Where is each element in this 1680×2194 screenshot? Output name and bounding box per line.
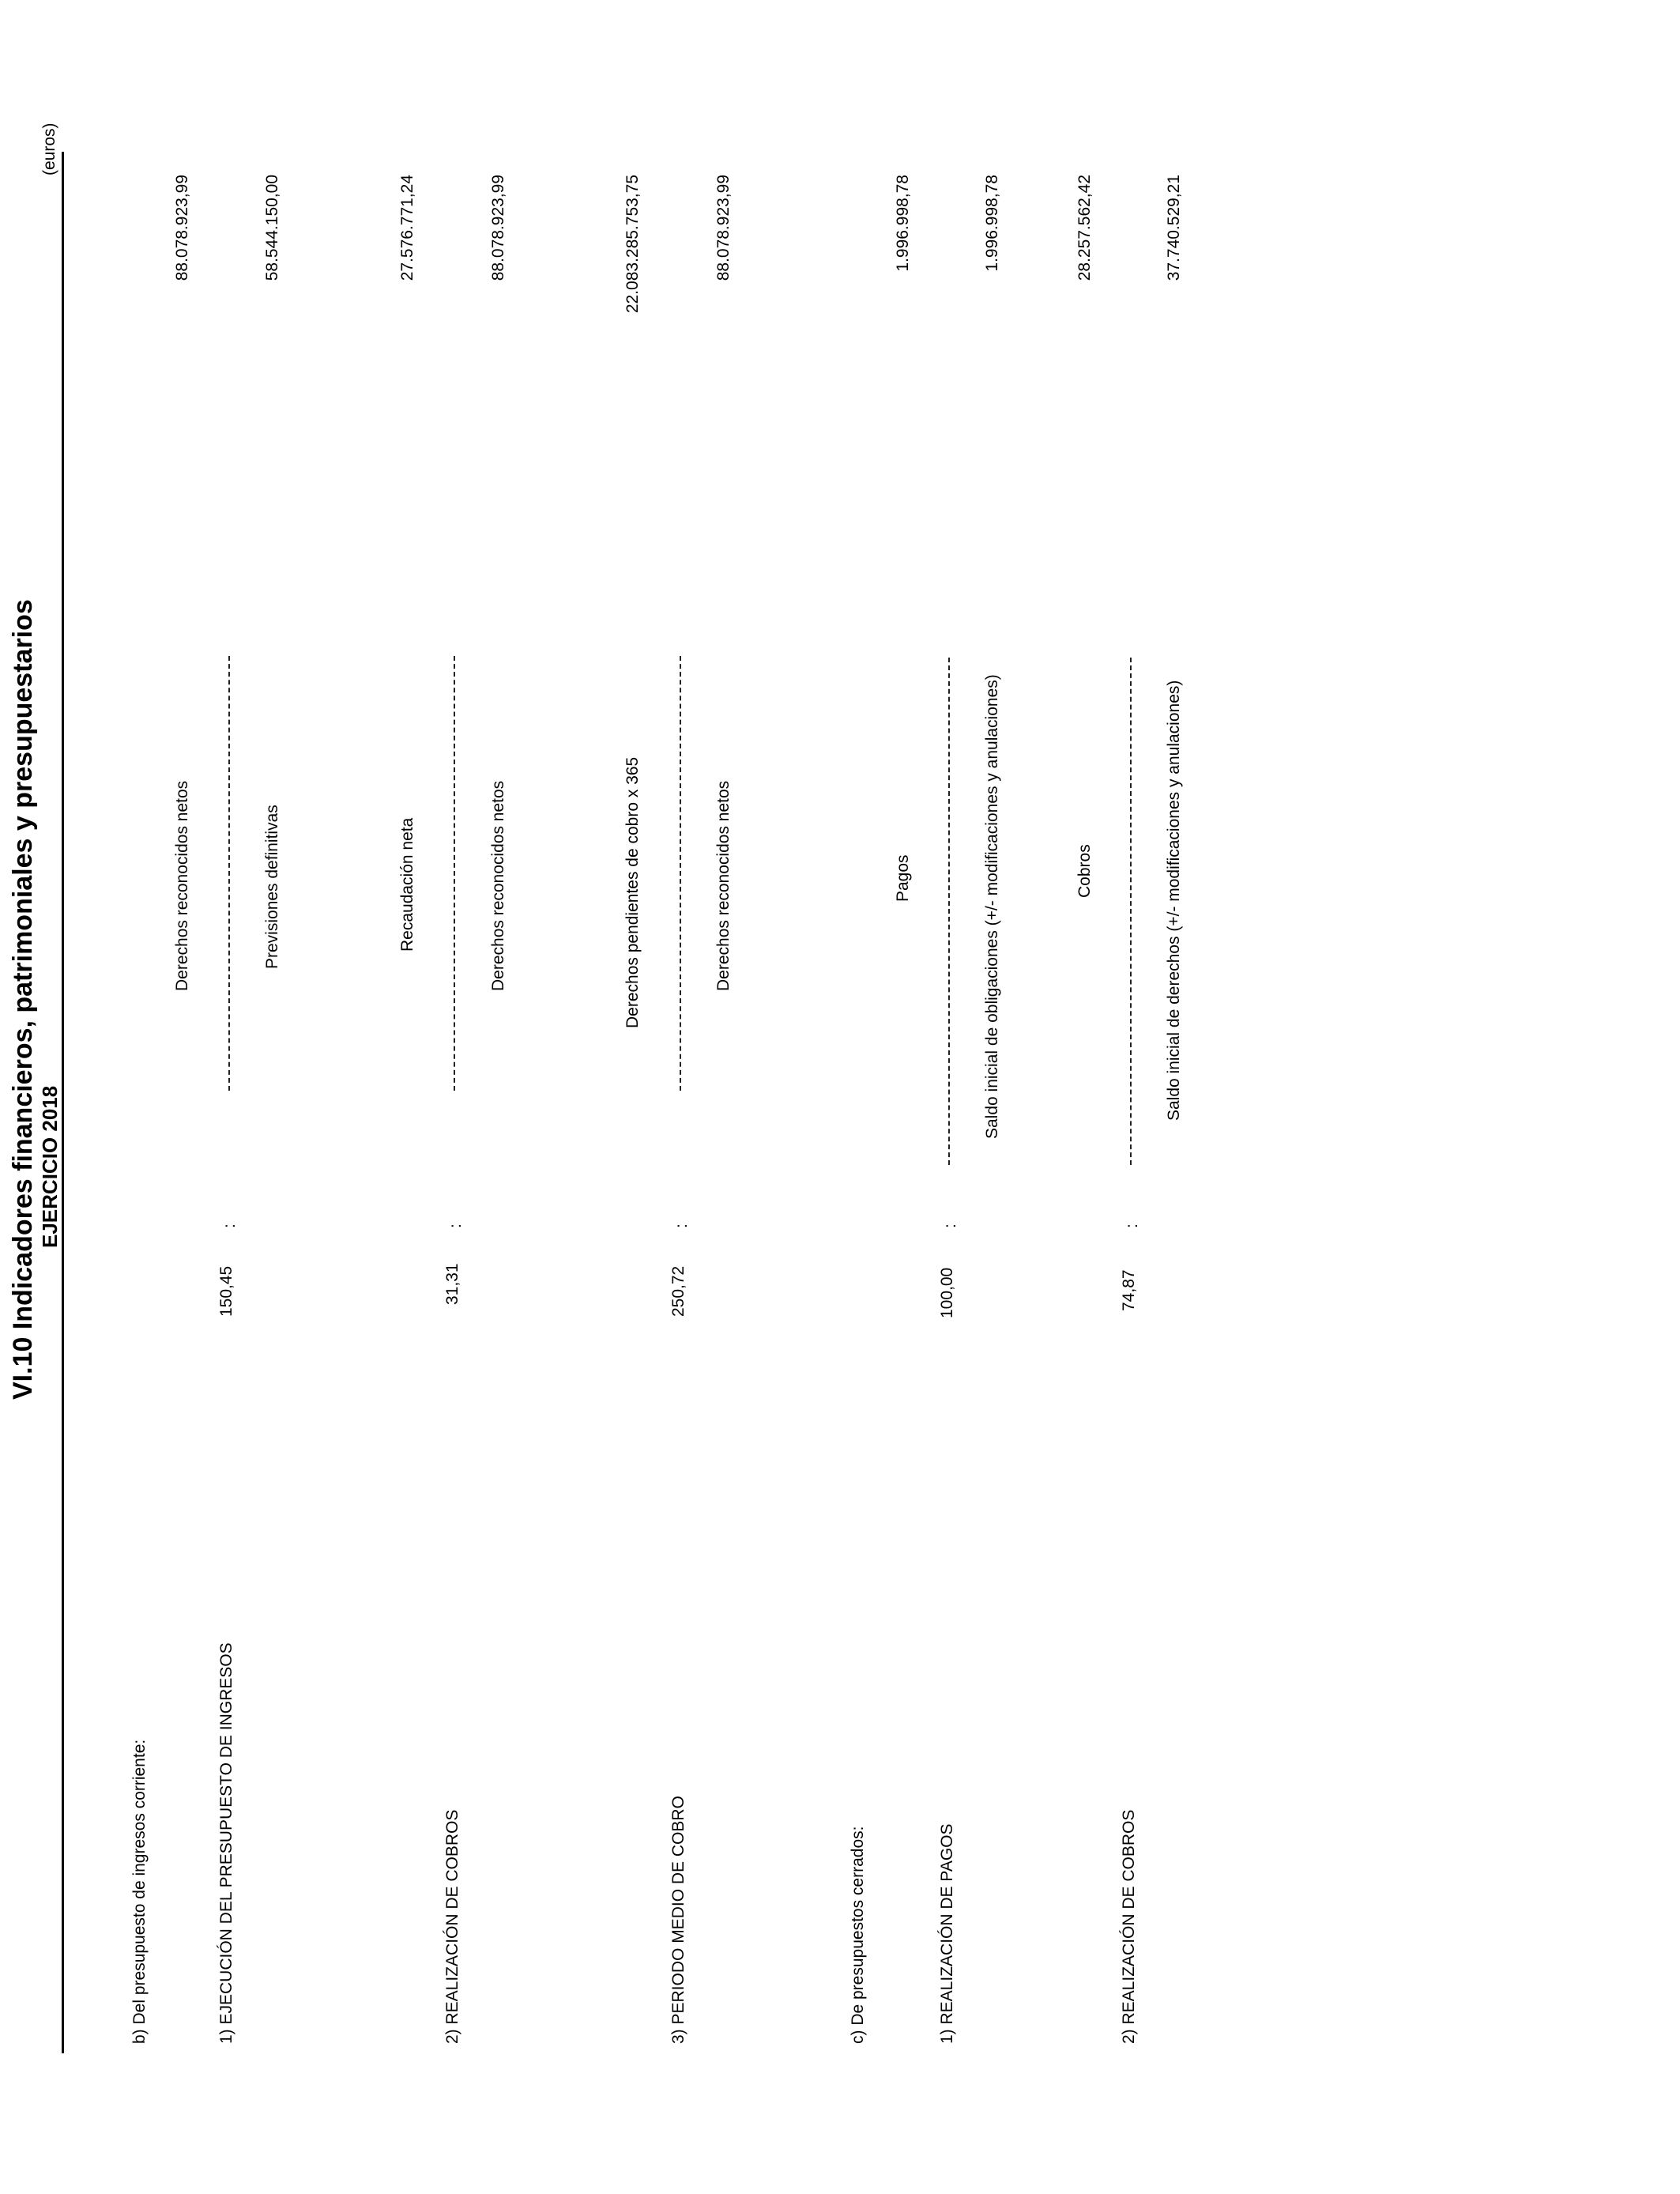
- indicator-label: 3) PERIODO MEDIO DE COBRO: [669, 1796, 687, 2044]
- indicator-label: 2) REALIZACIÓN DE COBROS: [443, 1809, 461, 2044]
- fraction-line: [1130, 658, 1132, 1165]
- numerator-label: Recaudación neta: [398, 817, 416, 952]
- indicator-separator: :: [1123, 1223, 1141, 1228]
- denominator-label: Derechos reconocidos netos: [489, 780, 507, 991]
- denominator-amount: 88.078.923,99: [489, 175, 507, 281]
- fraction-line: [948, 658, 950, 1165]
- indicator-label: 1) REALIZACIÓN DE PAGOS: [938, 1823, 956, 2044]
- indicator-value: 100,00: [938, 1267, 956, 1318]
- indicator-label: 1) EJECUCIÓN DEL PRESUPUESTO DE INGRESOS: [217, 1642, 235, 2044]
- indicator-separator: :: [941, 1223, 959, 1228]
- fraction-line: [228, 656, 230, 1091]
- numerator-amount: 27.576.771,24: [398, 175, 416, 281]
- indicator-separator: :: [220, 1223, 239, 1228]
- denominator-amount: 1.996.998,78: [983, 175, 1001, 272]
- numerator-label: Cobros: [1075, 844, 1094, 898]
- report-subtitle: EJERCICIO 2018: [38, 1085, 62, 1248]
- numerator-amount: 28.257.562,42: [1075, 175, 1094, 281]
- numerator-amount: 1.996.998,78: [894, 175, 912, 272]
- indicator-separator: :: [446, 1223, 465, 1228]
- fraction-line: [454, 656, 455, 1091]
- numerator-amount: 22.083.285.753,75: [623, 175, 642, 314]
- numerator-amount: 88.078.923,99: [173, 175, 191, 281]
- numerator-label: Derechos reconocidos netos: [173, 780, 191, 991]
- denominator-label: Derechos reconocidos netos: [714, 780, 733, 991]
- denominator-label: Saldo inicial de derechos (+/- modificaciones y anulaciones): [1165, 680, 1183, 1121]
- section-c-heading: c) De presupuestos cerrados:: [849, 1826, 867, 2044]
- denominator-amount: 37.740.529,21: [1165, 175, 1183, 281]
- report-title: VI.10 Indicadores financieros, patrimoniales y presupuestarios: [8, 599, 38, 1400]
- denominator-amount: 88.078.923,99: [714, 175, 733, 281]
- numerator-label: Derechos pendientes de cobro x 365: [623, 756, 642, 1028]
- indicator-value: 74,87: [1120, 1269, 1138, 1311]
- denominator-label: Saldo inicial de obligaciones (+/- modificaciones y anulaciones): [983, 674, 1001, 1139]
- denominator-label: Previsiones definitivas: [263, 805, 281, 969]
- indicator-label: 2) REALIZACIÓN DE COBROS: [1120, 1809, 1138, 2044]
- header-rule: [62, 152, 64, 2053]
- numerator-label: Pagos: [894, 854, 912, 902]
- indicator-value: 250,72: [669, 1265, 687, 1317]
- fraction-line: [680, 656, 681, 1091]
- indicator-value: 31,31: [443, 1263, 461, 1305]
- indicator-separator: :: [672, 1223, 691, 1228]
- denominator-amount: 58.544.150,00: [263, 175, 281, 281]
- indicator-value: 150,45: [217, 1265, 235, 1317]
- section-b-heading: b) Del presupuesto de ingresos corriente:: [130, 1739, 149, 2044]
- units-label: (euros): [40, 123, 58, 175]
